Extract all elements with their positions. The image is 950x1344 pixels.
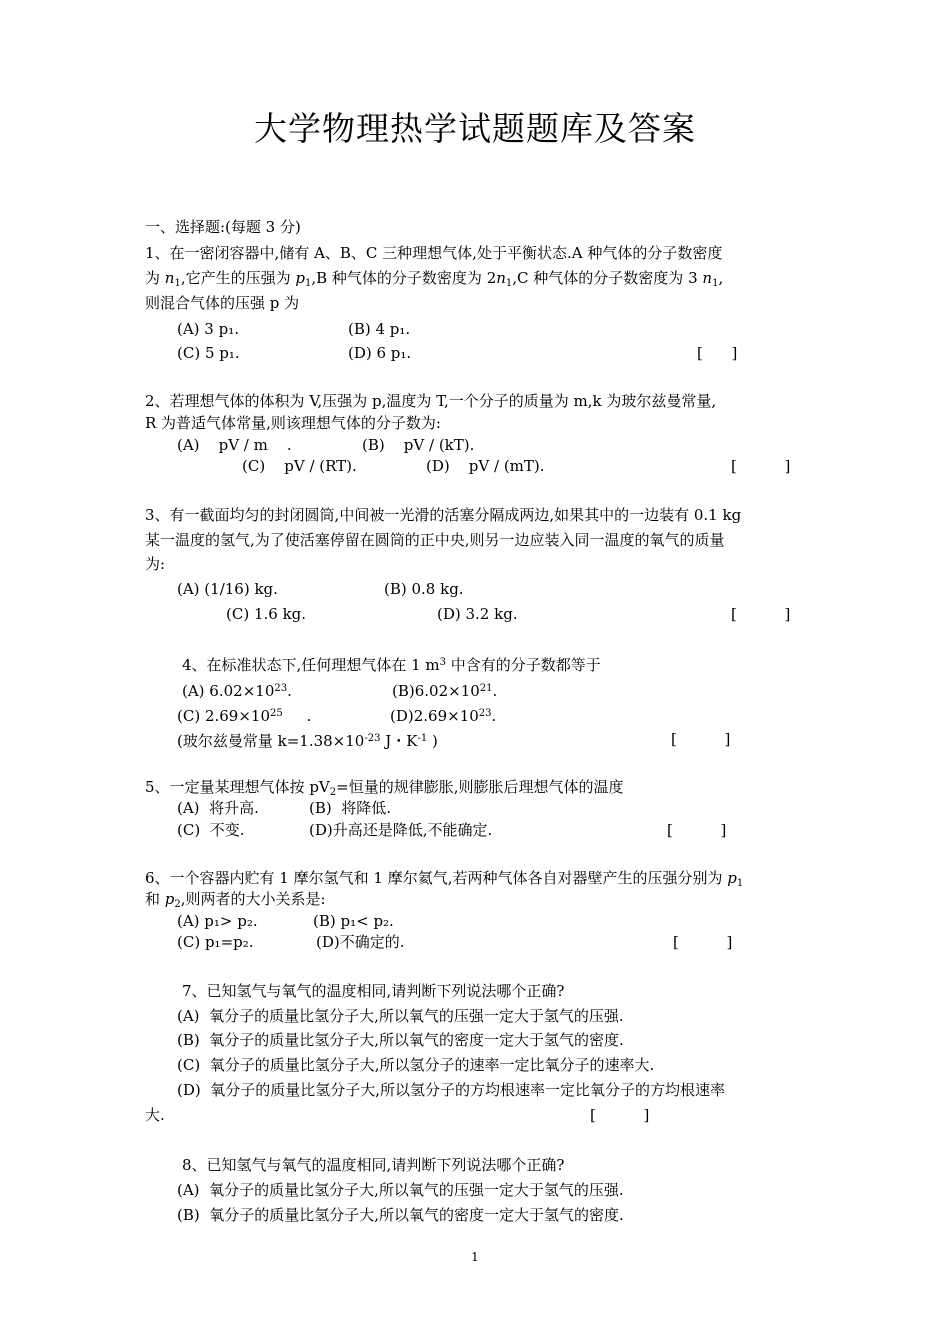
q7-option-c[interactable]: (C) 氧分子的质量比氢分子大,所以氢分子的速率一定比氧分子的速率大. (177, 1056, 655, 1074)
q6-option-b[interactable]: (B) p₁< p₂. (313, 912, 394, 930)
q6-line2: 和 $p_2$,则两者的大小关系是: (145, 890, 326, 910)
q2-line1: 2、若理想气体的体积为 V,压强为 p,温度为 T,一个分子的质量为 m,k 为玻尔兹曼常量, (145, 392, 717, 410)
q3-line3: 为: (145, 555, 166, 573)
q3-option-c[interactable]: (C) 1.6 kg. (226, 605, 307, 623)
q5-answer-bracket[interactable]: [ ] (667, 821, 727, 839)
q4-option-d[interactable]: $(D)2.69\times 10^{23}$. (390, 707, 497, 725)
q1-option-b[interactable]: (B) 4 p₁. (348, 320, 411, 338)
q8-line1: 8、已知氢气与氧气的温度相同,请判断下列说法哪个正确? (182, 1156, 565, 1174)
q5-option-a[interactable]: (A) 将升高. (177, 799, 259, 817)
q2-line2: R 为普适气体常量,则该理想气体的分子数为: (145, 414, 441, 432)
q3-line1: 3、有一截面均匀的封闭圆筒,中间被一光滑的活塞分隔成两边,如果其中的一边装有 0.1 kg (145, 506, 742, 524)
q6-answer-bracket[interactable]: [ ] (673, 933, 733, 951)
q3-option-b[interactable]: (B) 0.8 kg. (384, 580, 464, 598)
q1-answer-bracket[interactable]: [ ] (697, 344, 738, 362)
q4-answer-bracket[interactable]: [ ] (671, 730, 731, 748)
q1-line2: 为 $n_1$,它产生的压强为 $p_1,B$ 种气体的分子数密度为 $2n_1,C$ 种气体的分子数密度为 3 $n_1$, (145, 269, 724, 289)
q3-option-a[interactable]: (A) (1/16) kg. (177, 580, 278, 598)
q7-option-b[interactable]: (B) 氧分子的质量比氢分子大,所以氧气的密度一定大于氢气的密度. (177, 1031, 624, 1049)
page-number: 1 (471, 1250, 479, 1264)
q2-option-a[interactable]: (A) pV / m . (177, 436, 292, 454)
q7-option-d-continued: 大. (145, 1106, 165, 1124)
q3-option-d[interactable]: (D) 3.2 kg. (437, 605, 518, 623)
q5-option-d[interactable]: (D)升高还是降低,不能确定. (309, 821, 493, 839)
q3-line2: 某一温度的氢气,为了使活塞停留在圆筒的正中央,则另一边应装入同一温度的氧气的质量 (145, 531, 725, 549)
q1-line1: 1、在一密闭容器中,储有 A、B、C 三种理想气体,处于平衡状态.A 种气体的分子数密度 (145, 244, 723, 262)
q2-answer-bracket[interactable]: [ ] (731, 457, 791, 475)
q4-line1: 4、在标准状态下,任何理想气体在 1 $m^3$ 中含有的分子数都等于 (182, 656, 601, 674)
q1-option-a[interactable]: (A) 3 p₁. (177, 320, 239, 338)
q7-option-d[interactable]: (D) 氧分子的质量比氢分子大,所以氢分子的方均根速率一定比氧分子的方均根速率 (177, 1081, 726, 1099)
q5-line1: 5、一定量某理想气体按 $pV_2=$恒量的规律膨胀,则膨胀后理想气体的温度 (145, 778, 624, 798)
q6-option-d[interactable]: (D)不确定的. (316, 933, 405, 951)
q1-option-c[interactable]: (C) 5 p₁. (177, 344, 240, 362)
q8-option-b[interactable]: (B) 氧分子的质量比氢分子大,所以氧气的密度一定大于氢气的密度. (177, 1206, 624, 1224)
q1-line3: 则混合气体的压强 p 为 (145, 294, 300, 312)
q4-option-b[interactable]: $(B)6.02\times 10^{21}$. (392, 682, 498, 700)
q6-option-c[interactable]: (C) p₁=p₂. (177, 933, 254, 951)
q4-constant-note: (玻尔兹曼常量 $k=1.38\times 10^{-23}$ J・$K^{-1}$ ) (177, 732, 438, 750)
document-title: 大学物理热学试题题库及答案 (254, 109, 696, 148)
q8-option-a[interactable]: (A) 氧分子的质量比氢分子大,所以氧气的压强一定大于氢气的压强. (177, 1181, 624, 1199)
q4-option-c[interactable]: (C) $2.69\times 10^{25}$ . (177, 707, 312, 725)
q7-option-a[interactable]: (A) 氧分子的质量比氢分子大,所以氧气的压强一定大于氢气的压强. (177, 1007, 624, 1025)
q5-option-b[interactable]: (B) 将降低. (309, 799, 392, 817)
q2-option-d[interactable]: (D) pV / (mT). (426, 457, 545, 475)
q5-option-c[interactable]: (C) 不变. (177, 821, 245, 839)
q6-option-a[interactable]: (A) p₁> p₂. (177, 912, 258, 930)
q7-line1: 7、已知氢气与氧气的温度相同,请判断下列说法哪个正确? (182, 982, 565, 1000)
q7-answer-bracket[interactable]: [ ] (590, 1106, 650, 1124)
section-heading: 一、选择题:(每题 3 分) (145, 218, 301, 236)
q3-answer-bracket[interactable]: [ ] (731, 605, 791, 623)
q6-line1: 6、一个容器内贮有 1 摩尔氢气和 1 摩尔氦气,若两种气体各自对器壁产生的压强分别为 $p_1$ (145, 869, 744, 889)
q1-option-d[interactable]: (D) 6 p₁. (348, 344, 412, 362)
q2-option-b[interactable]: (B) pV / (kT). (362, 436, 475, 454)
q4-option-a[interactable]: (A) $6.02\times 10^{23}$. (182, 682, 292, 700)
q2-option-c[interactable]: (C) pV / (RT). (242, 457, 357, 475)
